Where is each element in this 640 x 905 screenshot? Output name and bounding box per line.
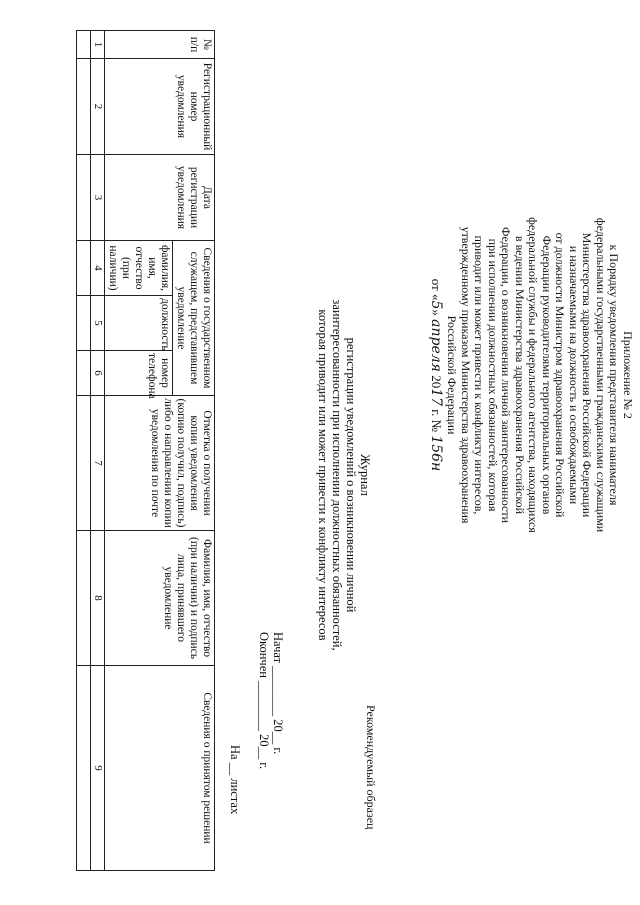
column-number: 6 bbox=[91, 351, 105, 396]
header-registrar: Фамилия, имя, отчество (при наличии) и подпись лица, принявшего уведомление bbox=[105, 531, 215, 666]
column-number: 8 bbox=[91, 531, 105, 666]
header-decision: Сведения о принятом решении bbox=[105, 666, 215, 871]
ended-date: Окончен ________ 20__ г. bbox=[257, 632, 271, 770]
blank-cell bbox=[77, 31, 91, 59]
appendix-line: в ведении Министерства здравоохранения Российской bbox=[513, 235, 527, 515]
order-day: 5 bbox=[428, 300, 444, 310]
appendix-header bbox=[429, 95, 635, 655]
appendix-line: федеральной службы и федерального агентства, находящихся bbox=[526, 217, 541, 533]
recommended-label: Рекомендуемый образец bbox=[364, 705, 378, 830]
column-number: 4 bbox=[91, 241, 105, 296]
appendix-line: Федерации, о возникновении личной заинтересованности bbox=[499, 227, 514, 523]
order-number: 156н bbox=[428, 435, 444, 472]
header-reg-number: Регистрационный номер уведомления bbox=[105, 59, 215, 155]
header-copy-mark: Отметка о получении копии уведомления (копию получил, подпись) либо о направлении копии уведомления по почте bbox=[105, 396, 215, 531]
order-reference bbox=[429, 95, 444, 655]
appendix-title: Приложение № 2 bbox=[621, 331, 635, 419]
blank-cell bbox=[77, 396, 91, 531]
header-no: № п/п bbox=[105, 31, 215, 59]
blank-cell bbox=[77, 531, 91, 666]
column-number: 1 bbox=[91, 31, 105, 59]
column-number-row bbox=[91, 31, 105, 871]
header-servant: Сведения о государственном служащем, представившем уведомление bbox=[173, 241, 215, 396]
appendix-line: и назначаемыми на должность и освобождаемыми bbox=[567, 245, 581, 505]
journal-title: Журнал bbox=[358, 454, 372, 496]
blank-cell bbox=[77, 241, 91, 296]
appendix-line: федеральными государственными гражданскими служащими bbox=[594, 217, 608, 533]
order-prefix: от « bbox=[429, 278, 444, 301]
order-month: апреля bbox=[428, 319, 444, 372]
header-servant-phone: номер телефона bbox=[105, 351, 173, 396]
appendix-line: при исполнении должностных обязанностей, которая bbox=[486, 238, 500, 512]
appendix-line: утвержденному приказом Министерства здравоохранения bbox=[459, 226, 473, 524]
appendix-line: приводит или может привести к конфликту интересов, bbox=[472, 235, 487, 515]
order-year: 17 bbox=[428, 388, 444, 407]
blank-cell bbox=[77, 155, 91, 241]
appendix-line: от должности Министром здравоохранения Российской bbox=[553, 232, 568, 518]
blank-row bbox=[77, 31, 91, 871]
appendix-line: Министерства здравоохранения Российской Федерации bbox=[580, 232, 595, 518]
column-number: 5 bbox=[91, 296, 105, 351]
column-number: 9 bbox=[91, 666, 105, 871]
blank-cell bbox=[77, 666, 91, 871]
order-num-prefix: г. № bbox=[429, 409, 444, 433]
order-year-prefix: 20 bbox=[429, 375, 444, 389]
blank-cell bbox=[77, 59, 91, 155]
column-number: 3 bbox=[91, 155, 105, 241]
journal-dates bbox=[257, 632, 285, 872]
column-number: 7 bbox=[91, 396, 105, 531]
journal-subtitle-line: регистрации уведомлений о возникновении личной bbox=[344, 337, 358, 613]
journal-title-block bbox=[316, 260, 372, 690]
appendix-line: к Порядку уведомления представителя нанимателя bbox=[607, 244, 622, 506]
appendix-line: Российской Федерации bbox=[445, 315, 460, 435]
journal-subtitle-line: заинтересованности при исполнении должностных обязанностей, bbox=[330, 299, 344, 651]
header-reg-date: Дата регистрации уведомления bbox=[105, 155, 215, 241]
header-servant-name: фамилия, имя, отчество (при наличии) bbox=[105, 241, 173, 296]
column-number: 2 bbox=[91, 59, 105, 155]
order-mid: » bbox=[429, 309, 444, 316]
blank-cell bbox=[77, 296, 91, 351]
registration-table bbox=[76, 30, 215, 871]
blank-cell bbox=[77, 351, 91, 396]
header-row bbox=[173, 31, 215, 871]
started-date: Начат ________ 20__ г. bbox=[271, 632, 285, 755]
appendix-line: Федерации руководителями территориальных органов bbox=[540, 235, 554, 515]
sheet-count: На __ листах bbox=[228, 745, 242, 815]
journal-subtitle-line: которая приводит или может привести к конфликту интересов bbox=[316, 309, 330, 641]
header-servant-position: должность bbox=[105, 296, 173, 351]
